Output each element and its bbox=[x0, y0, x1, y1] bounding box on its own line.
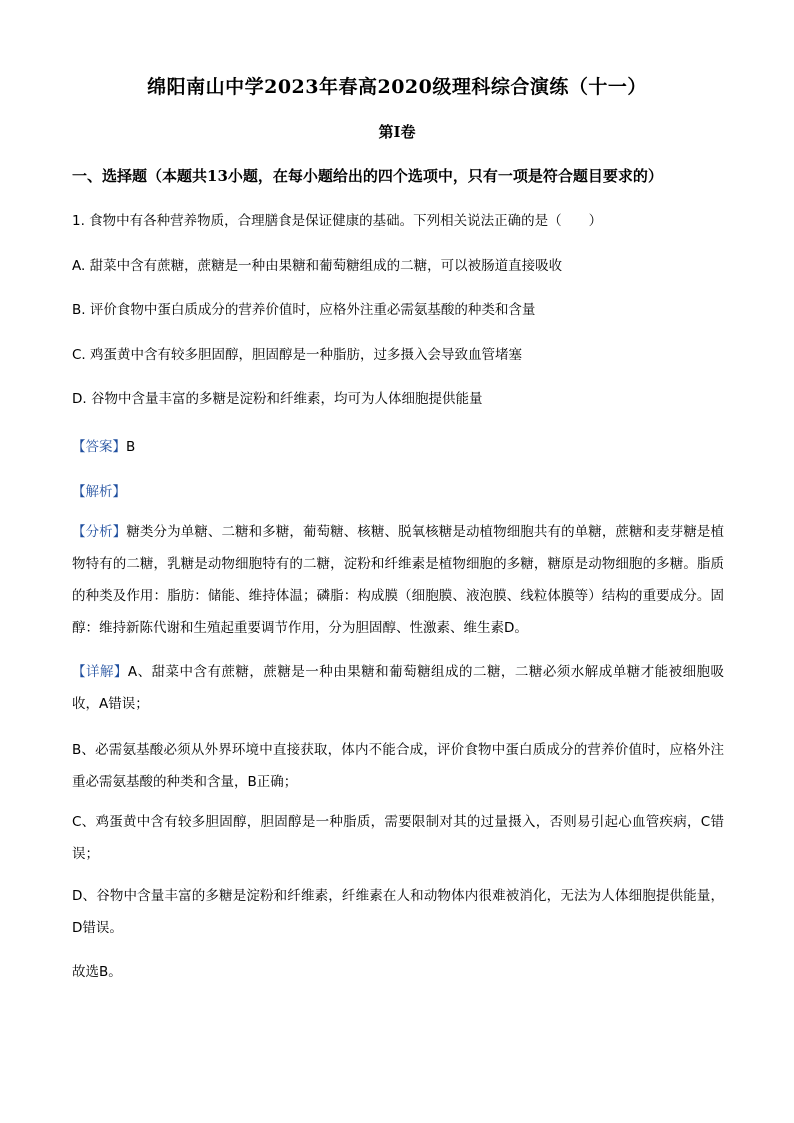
page-title: 绵阳南山中学2023年春高2020级理科综合演练（十一） bbox=[147, 76, 647, 98]
analyze-label: 【分析】 bbox=[72, 524, 127, 540]
conclusion: 故选B。 bbox=[72, 964, 122, 980]
analysis-paragraph bbox=[72, 516, 724, 644]
option-b: B. 评价食物中蛋白质成分的营养价值时，应格外注重必需氨基酸的种类和含量 bbox=[72, 302, 536, 318]
detail-paragraph-b: B、必需氨基酸必须从外界环境中直接获取，体内不能合成，评价食物中蛋白质成分的营养价值时，应格外注重必需氨基酸的种类和含量，B正确； bbox=[72, 742, 724, 790]
answer-line bbox=[72, 435, 135, 455]
analyze-text: 糖类分为单糖、二糖和多糖，葡萄糖、核糖、脱氧核糖是动植物细胞共有的单糖，蔗糖和麦芽糖是植物特有的二糖，乳糖是动物细胞特有的二糖，淀粉和纤维素是植物细胞的多糖，糖原是动物细胞的多糖。脂质的种类及作用：脂肪：储能、维持体温；磷脂：构成膜（细胞膜、液泡膜、线粒体膜等）结构的重要成分。固醇：维持新陈代谢和生殖起重要调节作用，分为胆固醇、性激素、维生素D。 bbox=[72, 524, 725, 636]
option-a: A. 甜菜中含有蔗糖，蔗糖是一种由果糖和葡萄糖组成的二糖，可以被肠道直接吸收 bbox=[72, 258, 563, 274]
answer-value: B bbox=[126, 439, 136, 455]
detail-paragraph-c: C、鸡蛋黄中含有较多胆固醇，胆固醇是一种脂质，需要限制对其的过量摄入，否则易引起心血管疾病，C错误； bbox=[72, 814, 724, 862]
detail-label: 【详解】 bbox=[72, 664, 128, 680]
volume-heading: 第I卷 bbox=[378, 123, 416, 141]
detail-paragraph-a bbox=[72, 656, 724, 720]
answer-label: 【答案】 bbox=[72, 439, 126, 455]
option-c: C. 鸡蛋黄中含有较多胆固醇，胆固醇是一种脂肪，过多摄入会导致血管堵塞 bbox=[72, 347, 523, 363]
option-d: D. 谷物中含量丰富的多糖是淀粉和纤维素，均可为人体细胞提供能量 bbox=[72, 391, 483, 407]
detail-paragraph-d: D、谷物中含量丰富的多糖是淀粉和纤维素，纤维素在人和动物体内很难被消化，无法为人体细胞提供能量，D错误。 bbox=[72, 888, 724, 936]
section-heading: 一、选择题（本题共13小题，在每小题给出的四个选项中，只有一项是符合题目要求的） bbox=[72, 167, 663, 185]
analysis-label: 【解析】 bbox=[72, 484, 126, 500]
question-stem: 1. 食物中有各种营养物质，合理膳食是保证健康的基础。下列相关说法正确的是（ ） bbox=[72, 213, 603, 229]
detail-a-text: A、甜菜中含有蔗糖，蔗糖是一种由果糖和葡萄糖组成的二糖，二糖必须水解成单糖才能被细胞吸收，A错误； bbox=[72, 664, 725, 712]
